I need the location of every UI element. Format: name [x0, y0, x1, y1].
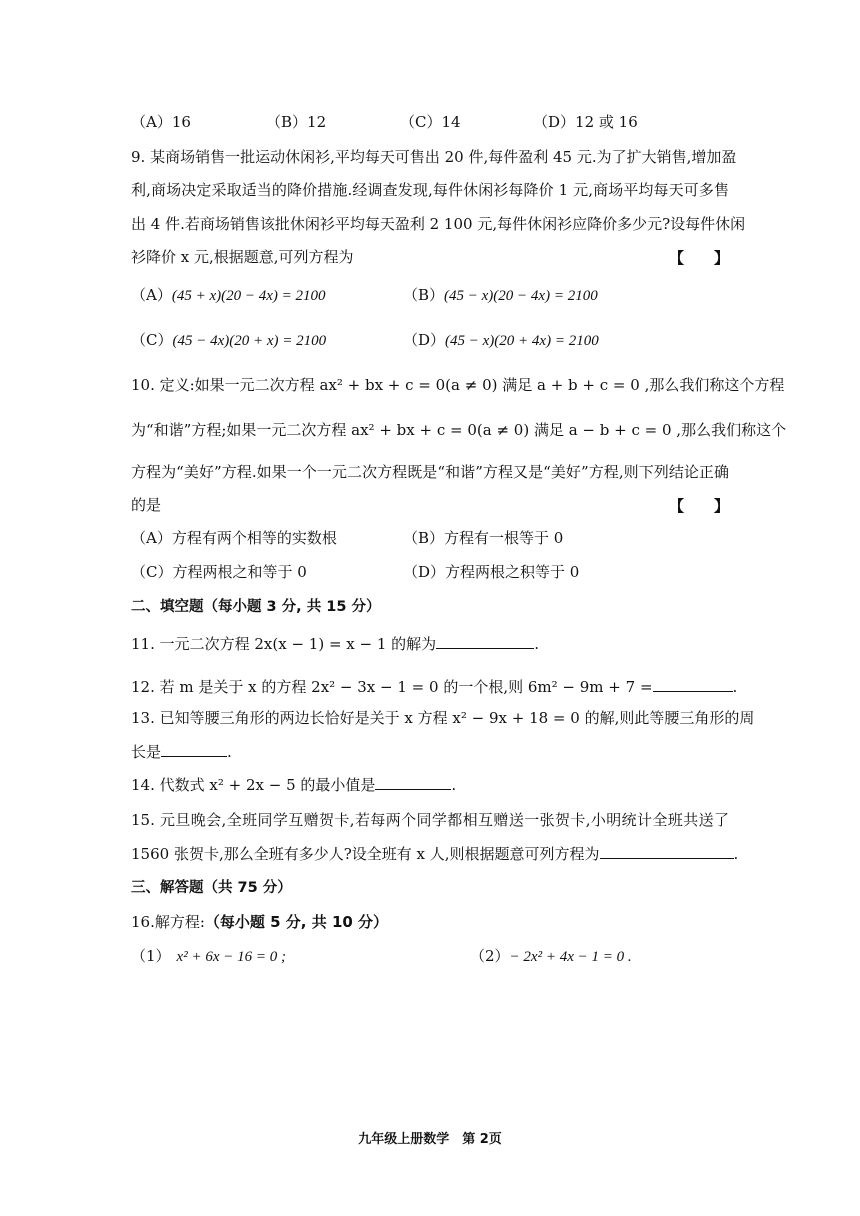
q8-option-d: （D）12 或 16 [533, 113, 638, 131]
q16-part-2-label: （2） [470, 947, 510, 965]
q16-title-text: 16.解方程: [131, 913, 205, 931]
q9-option-b-label: （B） [403, 286, 445, 304]
q9-option-d-formula: (45 − x)(20 + 4x) = 2100 [445, 333, 599, 349]
q10-line-2: 为“和谐”方程;如果一元二次方程 ax² + bx + c = 0(a ≠ 0) 满足 a − b + c = 0 ,那么我们称这个 [131, 421, 787, 439]
q9-line-3: 出 4 件.若商场销售该批休闲衫平均每天盈利 2 100 元,每件休闲衫应降价多少元?设每件休闲 [131, 215, 746, 233]
q16-part-1-equation: x² + 6x − 16 = 0 ; [176, 949, 286, 965]
q10-option-a: （A）方程有两个相等的实数根 [131, 529, 337, 547]
q14-answer-blank [375, 775, 451, 790]
q11 [131, 634, 729, 654]
q15-answer-blank [600, 844, 734, 859]
q9-line-2: 利,商场决定采取适当的降价措施.经调查发现,每件休闲衫每降价 1 元,商场平均每天可多售 [131, 181, 729, 199]
q9-option-b [403, 285, 598, 306]
q13-period: . [227, 743, 232, 761]
q10-option-b: （B）方程有一根等于 0 [403, 529, 564, 547]
q9-option-d-label: （D） [403, 331, 446, 349]
q8-option-c: （C）14 [400, 113, 461, 131]
q10-line-4: 的是 [131, 496, 162, 514]
q9-answer-bracket: 【 】 [668, 249, 729, 267]
q9-option-a-label: （A） [131, 286, 172, 304]
q9-line-1: 9. 某商场销售一批运动休闲衫,平均每天可售出 20 件,每件盈利 45 元.为了扩大销售,增加盈 [131, 148, 737, 166]
q15-period: . [733, 845, 739, 863]
q9-option-b-formula: (45 − x)(20 − 4x) = 2100 [444, 288, 598, 304]
q10-line-3: 方程为“美好”方程.如果一个一元二次方程既是“和谐”方程又是“美好”方程,则下列结论正确 [131, 463, 729, 481]
q12-text: 12. 若 m 是关于 x 的方程 2x² − 3x − 1 = 0 的一个根,则 6m² − 9m + 7 = [131, 678, 653, 696]
q14-text: 14. 代数式 x² + 2x − 5 的最小值是 [131, 776, 376, 794]
q12 [131, 677, 738, 697]
q16-part-1 [131, 946, 286, 967]
q16-part-2 [470, 946, 632, 967]
section-2-heading: 二、填空题（每小题 3 分, 共 15 分） [131, 599, 381, 615]
q15-line-1: 15. 元旦晚会,全班同学互赠贺卡,若每两个同学都相互赠送一张贺卡,小明统计全班共送了 [131, 811, 729, 829]
q9-option-c-label: （C） [131, 331, 173, 349]
q16-score-note: （每小题 5 分, 共 10 分） [204, 913, 389, 931]
section-3-heading: 三、解答题（共 75 分） [131, 880, 292, 896]
q9-option-a-formula: (45 + x)(20 − 4x) = 2100 [171, 288, 326, 304]
q16-title [131, 912, 729, 932]
q15-line-2 [131, 844, 739, 864]
q12-period: . [732, 678, 738, 696]
page-footer: 九年级上册数学 第 2页 [358, 1132, 502, 1147]
q10-line-1: 10. 定义:如果一元二次方程 ax² + bx + c = 0(a ≠ 0) 满足 a + b + c = 0 ,那么我们称这个方程 [131, 376, 785, 394]
q16-part-1-label: （1） [131, 947, 171, 965]
q8-option-a: （A）16 [131, 113, 191, 131]
q10-option-d: （D）方程两根之积等于 0 [403, 563, 580, 581]
q9-option-d [403, 330, 599, 351]
q13-line-2 [131, 742, 729, 762]
q13-answer-blank [161, 742, 227, 757]
q9-option-c-formula: (45 − 4x)(20 + x) = 2100 [172, 333, 327, 349]
q12-answer-blank [653, 677, 733, 692]
q9-line-4: 衫降价 x 元,根据题意,可列方程为 [131, 248, 354, 266]
q13-text: 长是 [131, 743, 162, 761]
q10-option-c: （C）方程两根之和等于 0 [131, 563, 307, 581]
q11-text: 11. 一元二次方程 2x(x − 1) = x − 1 的解为 [131, 635, 437, 653]
q10-answer-bracket: 【 】 [668, 497, 729, 515]
q9-option-c [131, 330, 326, 351]
q14-period: . [451, 776, 457, 794]
q11-period: . [534, 635, 539, 653]
q13-line-1: 13. 已知等腰三角形的两边长恰好是关于 x 方程 x² − 9x + 18 = 0 的解,则此等腰三角形的周 [131, 709, 755, 727]
q11-answer-blank [436, 634, 534, 649]
q15-text: 1560 张贺卡,那么全班有多少人?设全班有 x 人,则根据题意可列方程为 [131, 845, 600, 863]
q14 [131, 775, 729, 795]
q8-option-b: （B）12 [266, 113, 327, 131]
q9-option-a [131, 285, 326, 306]
q16-part-2-equation: − 2x² + 4x − 1 = 0 . [509, 949, 632, 965]
